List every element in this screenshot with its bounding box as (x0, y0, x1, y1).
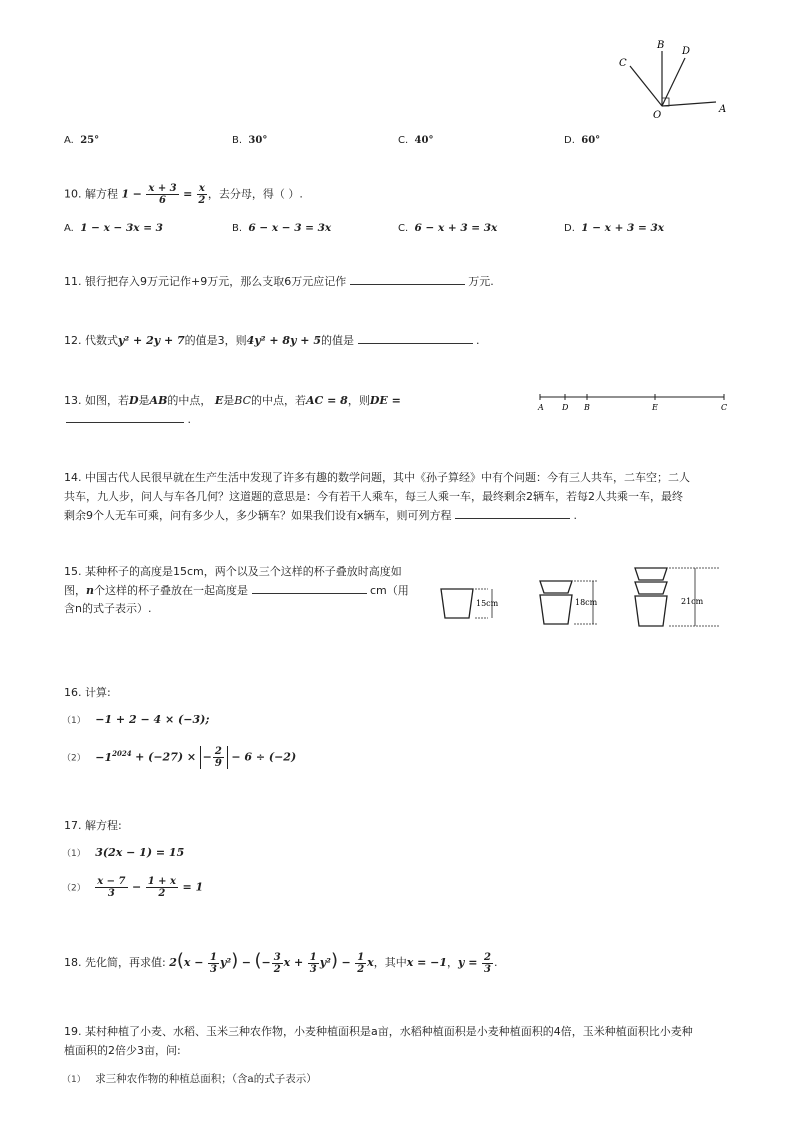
cup-label-18: 18cm (575, 598, 598, 607)
q19-line-1: 19. 某村种植了小麦、水稻、玉米三种农作物，小麦种植面积是a亩，水稻种植面积是小麦种植面积的4倍，玉米种植面积比小麦种 (64, 1025, 693, 1038)
q15-line-2: 图，n个这样的杯子叠放在一起高度是 cm（用 (64, 584, 409, 597)
cups-figure (438, 563, 728, 633)
q10-option-c[interactable]: C. 6 − x + 3 = 3x (398, 222, 498, 234)
q17-item-1: （1） 3(2x − 1) = 15 (62, 846, 185, 859)
q16-item-2: $(2) -1^{2024} + (-27)$ × − $\frac{2}{9}$ − 6 ÷ (−2) (62, 746, 297, 769)
cup-label-15: 15cm (476, 599, 499, 608)
q14-line-1: 14. 中国古代人民很早就在生产生活中发现了许多有趣的数学问题，其中《孙子算经》中有个问题：今有三人共车，二车空；二人 (64, 471, 690, 484)
cup-stack3-middle (635, 582, 667, 594)
q15-answer-blank[interactable] (252, 583, 367, 594)
q11: 11. 银行把存入9万元记作+9万元，那么支取6万元应记作 万元. (64, 275, 494, 288)
q15-line-1: 15. 某种杯子的高度是15cm，两个以及三个这样的杯子叠放时高度如 (64, 565, 402, 578)
label-A: A (719, 104, 727, 115)
q19-sub-1: （1） 求三种农作物的种植总面积；（含a的式子表示） (62, 1073, 317, 1085)
label-O: O (653, 110, 662, 121)
q14-line-3-wrap: 剩余9个人无车可乘，问有多少人，多少辆车？如果我们设有x辆车，则可列方程 . (64, 509, 578, 522)
q9-option-c[interactable]: C. 40° (398, 135, 434, 146)
q10-option-b[interactable]: B. 6 − x − 3 = 3x (232, 222, 332, 234)
angle-figure (610, 36, 740, 124)
cup-stack2-bottom (540, 595, 572, 624)
q14-line-2: 共车，九人步，问人与车各几何？这道题的意思是：今有若干人乘车，每三人乘一车，最终剩余2辆车，若每2人共乘一车，最终 (64, 490, 683, 503)
cup-single (441, 589, 473, 618)
q12: 12. 代数式y² + 2y + 7的值是3，则4y² + 8y + 5的值是 . (64, 334, 480, 347)
q19-line-2: 植面积的2倍少3亩，问: (64, 1044, 181, 1057)
ray-OA (662, 102, 716, 106)
q16-item-1: （1） −1 + 2 − 4 × (−3); (62, 713, 210, 726)
q17-item-2: （2） $\frac{x - 7}{3}$ − $\frac{1 + x}{2}$ = 1 (62, 876, 204, 899)
label-C: C (619, 58, 627, 69)
q9-option-a[interactable]: A. 25° (64, 135, 100, 146)
seg-label-C: C (721, 403, 728, 412)
label-D: D (682, 46, 691, 57)
q13-answer-line: . (66, 412, 191, 426)
q14-answer-blank[interactable] (455, 508, 570, 519)
segment-figure (535, 390, 735, 414)
cup-stack2-top (540, 581, 572, 593)
q11-answer-blank[interactable] (350, 274, 465, 285)
q17-title: 17. 解方程: (64, 819, 122, 832)
q13-stem: 13. 如图，若D是AB的中点， E是BC的中点，若AC = 8，则DE = (64, 394, 401, 407)
seg-label-D: D (562, 403, 569, 412)
seg-label-B: B (584, 403, 590, 412)
ray-OD (662, 58, 685, 106)
q10-stem: 10. 解方程 1 − $\frac{x + 3}{6}$ = $\frac{x}{2}$ ，去分母，得（ ）. (64, 183, 303, 206)
cup-label-21: 21cm (681, 597, 704, 606)
q10-option-a[interactable]: A. 1 − x − 3x = 3 (64, 222, 163, 234)
q16-title: 16. 计算: (64, 686, 111, 699)
q10-option-d[interactable]: D. 1 − x + 3 = 3x (564, 222, 665, 234)
cup-stack3-bottom (635, 596, 667, 626)
label-B: B (657, 40, 665, 51)
q12-answer-blank[interactable] (358, 333, 473, 344)
ray-OC (630, 66, 662, 106)
q18: 18. 先化简，再求值: 2(x − $\frac{1}{3}$ y²) − (− $\frac{3}{2}$ x + $\frac{1}{3}$ y²) − $\frac{1}{2}$ x，其中x = −1，y = $\frac{2}{3}$ . (64, 950, 498, 975)
q9-option-b[interactable]: B. 30° (232, 135, 268, 146)
cup-stack3-top (635, 568, 667, 580)
q14-line-3: 剩余9个人无车可乘，问有多少人，多少辆车？如果我们设有x辆车，则可列方程 (64, 509, 452, 522)
q9-option-d[interactable]: D. 60° (564, 135, 601, 146)
q13-answer-blank[interactable] (66, 412, 184, 423)
q15-line-3: 含n的式子表示）. (64, 602, 152, 615)
seg-label-A: A (538, 403, 544, 412)
seg-label-E: E (652, 403, 658, 412)
